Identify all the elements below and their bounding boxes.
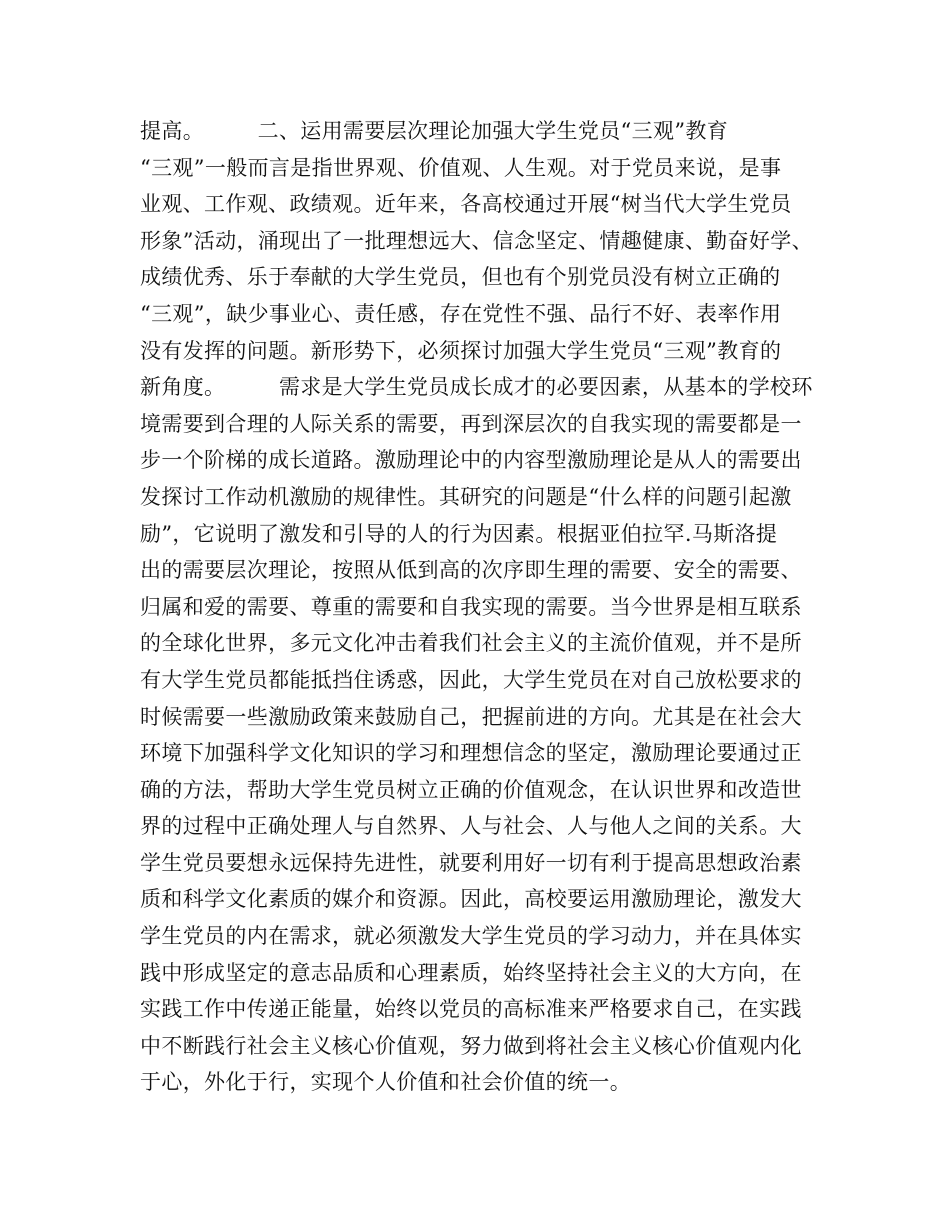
document-body bbox=[140, 113, 830, 1101]
text-line: 成绩优秀、乐于奉献的大学生党员，但也有个别党员没有树立正确的 bbox=[140, 265, 781, 290]
text-line: “三观”一般而言是指世界观、价值观、人生观。对于党员来说，是事 bbox=[140, 155, 782, 180]
text-line: 出的需要层次理论，按照从低到高的次序即生理的需要、安全的需要、 bbox=[140, 558, 802, 583]
text-line: 有大学生党员都能抵挡住诱惑，因此，大学生党员在对自己放松要求的 bbox=[140, 667, 802, 692]
text-line: 于心，外化于行，实现个人价值和社会价值的统一。 bbox=[140, 1070, 632, 1095]
text-line: 没有发挥的问题。新形势下，必须探讨加强大学生党员“三观”教育的 bbox=[140, 338, 782, 363]
text-line: 界的过程中正确处理人与自然界、人与社会、人与他人之间的关系。大 bbox=[140, 814, 802, 839]
text-line: 环境下加强科学文化知识的学习和理想信念的坚定，激励理论要通过正 bbox=[140, 741, 802, 766]
text-line: 践中形成坚定的意志品质和心理素质，始终坚持社会主义的大方向，在 bbox=[140, 960, 802, 985]
text-line: 励”，它说明了激发和引导的人的行为因素。根据亚伯拉罕.马斯洛提 bbox=[140, 521, 778, 546]
text-line: 确的方法，帮助大学生党员树立正确的价值观念，在认识世界和改造世 bbox=[140, 777, 802, 802]
text-line: 业观、工作观、政绩观。近年来，各高校通过开展“树当代大学生党员 bbox=[140, 192, 792, 217]
text-line: 时候需要一些激励政策来鼓励自己，把握前进的方向。尤其是在社会大 bbox=[140, 704, 802, 729]
text-line: 学生党员要想永远保持先进性，就要利用好一切有利于提高思想政治素 bbox=[140, 850, 802, 875]
text-line: 步一个阶梯的成长道路。激励理论中的内容型激励理论是从人的需要出 bbox=[140, 448, 802, 473]
text-line: “三观”，缺少事业心、责任感，存在党性不强、品行不好、表率作用 bbox=[140, 301, 782, 326]
text-line: 实践工作中传递正能量，始终以党员的高标准来严格要求自己，在实践 bbox=[140, 997, 802, 1022]
text-line: 新角度。 需求是大学生党员成长成才的必要因素，从基本的学校环 bbox=[140, 375, 813, 400]
text-line: 学生党员的内在需求，就必须激发大学生党员的学习动力，并在具体实 bbox=[140, 924, 802, 949]
text-line: 发探讨工作动机激励的规律性。其研究的问题是“什么样的问题引起激 bbox=[140, 484, 792, 509]
text-line: 的全球化世界，多元文化冲击着我们社会主义的主流价值观，并不是所 bbox=[140, 631, 802, 656]
text-line: 境需要到合理的人际关系的需要，再到深层次的自我实现的需要都是一 bbox=[140, 411, 802, 436]
text-line: 形象”活动，涌现出了一批理想远大、信念坚定、情趣健康、勤奋好学、 bbox=[140, 228, 813, 253]
text-line: 归属和爱的需要、尊重的需要和自我实现的需要。当今世界是相互联系 bbox=[140, 594, 802, 619]
text-line: 质和科学文化素质的媒介和资源。因此，高校要运用激励理论，激发大 bbox=[140, 887, 802, 912]
text-line: 中不断践行社会主义核心价值观，努力做到将社会主义核心价值观内化 bbox=[140, 1033, 802, 1058]
text-line: 提高。 二、运用需要层次理论加强大学生党员“三观”教育 bbox=[140, 119, 729, 143]
